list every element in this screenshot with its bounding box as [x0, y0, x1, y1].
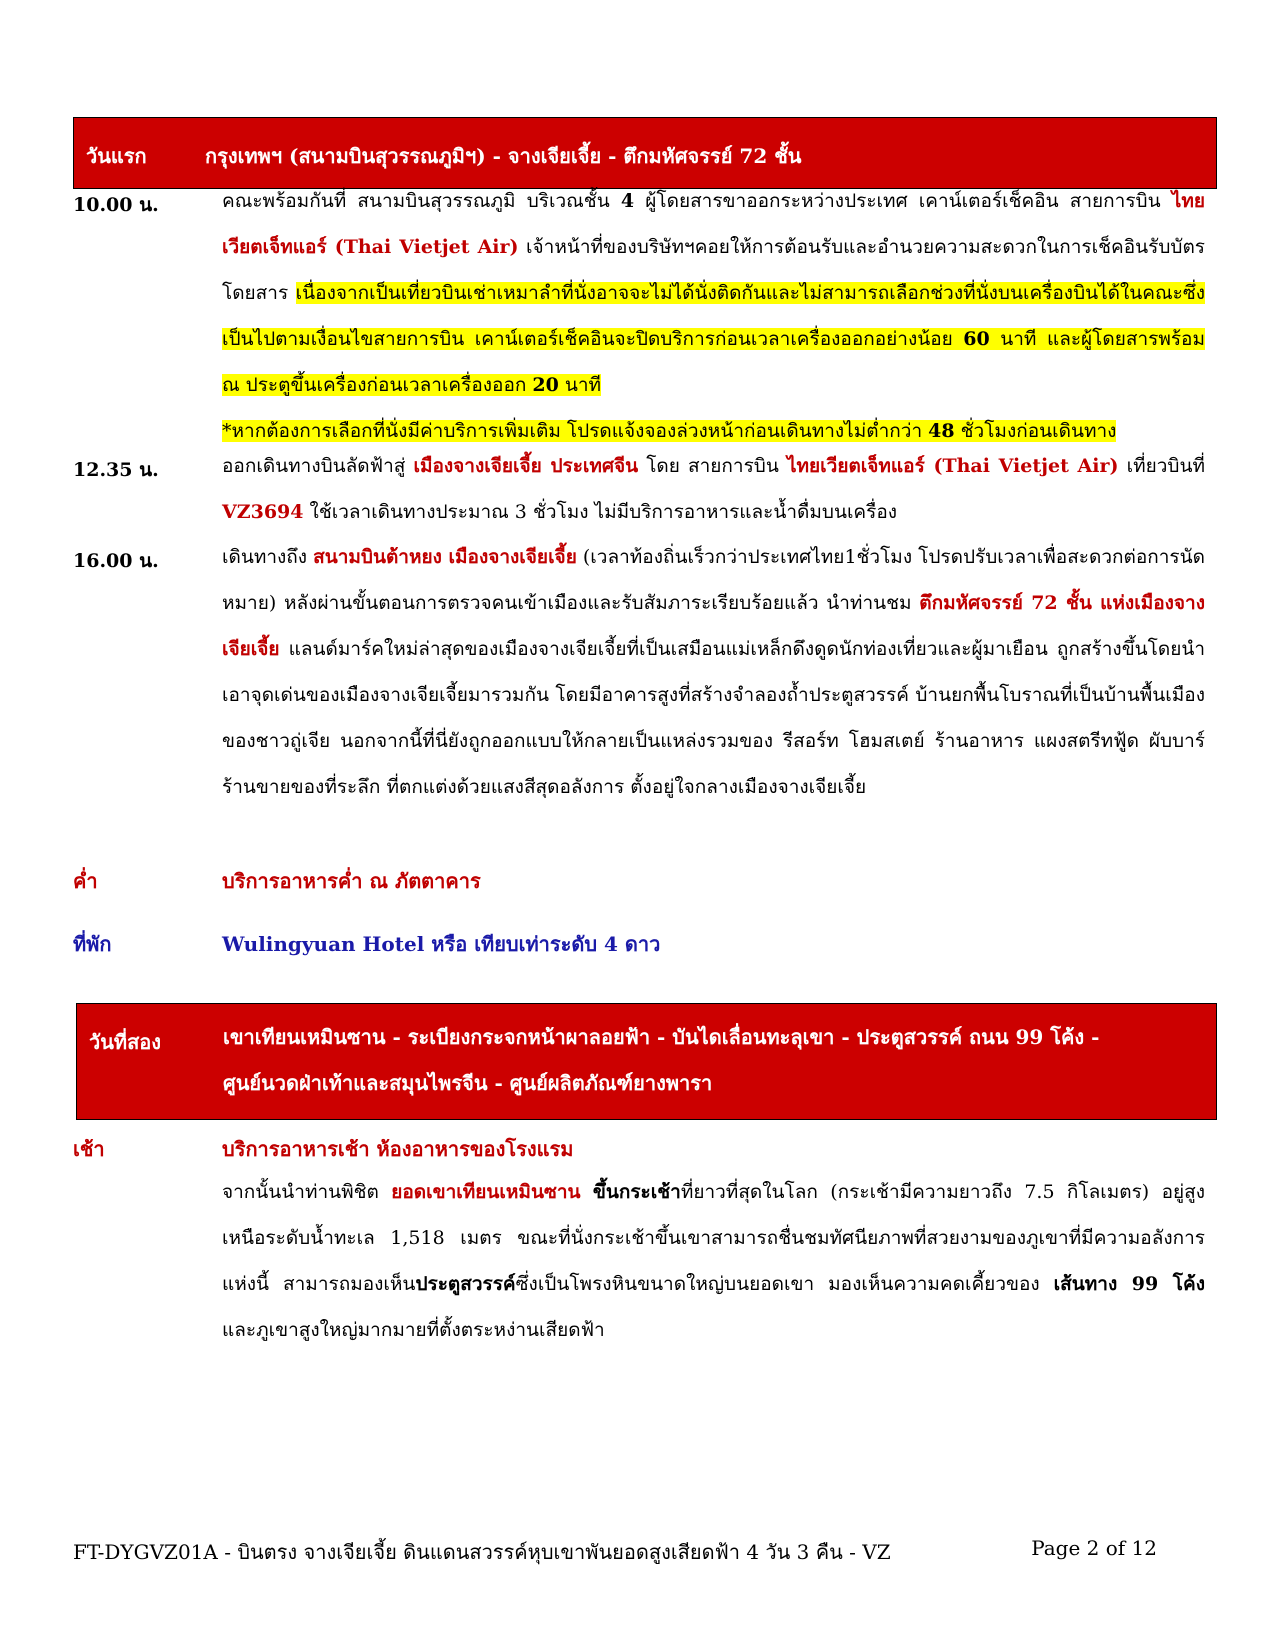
itinerary-item-tianmen	[222, 1169, 1205, 1353]
day2-title-line1: เขาเทียนเหมินซาน - ระเบียงกระจกหน้าผาลอยฟ้า - บันไดเลื่อนทะลุเขา - ประตูสวรรค์ ถนน 99 โค้ง -	[223, 1025, 1100, 1049]
text: ที่ยาวที่สุดในโลก (กระเช้ามีความยาวถึง 7.5 กิโลเมตร) อยู่สูงเหนือระดับน้ำทะเล 1,518 เมตร ขณะที่นั่งกระเช้าขึ้นเขาสามารถชื่นชมทัศนียภาพที่สวยงามของภูเขาที่มีความอลังการแห่งนี้ สามารถมองเห็น	[222, 1181, 1205, 1295]
day2-header	[76, 1003, 1217, 1120]
text: เดินทางถึง	[222, 546, 314, 568]
text: เนื่องจากเป็นเที่ยวบินเช่าเหมาลำที่นั่งอาจจะไม่ได้นั่งติดกันและไม่สามารถเลือกช่วงที่นั่งบนเครื่องบินได้ในคณะซึ่งเป็นไปตามเงื่อนไขสายการบิน เคาน์เตอร์เช็คอินจะปิดบริการก่อนเวลาเครื่องออกอย่างน้อย	[222, 282, 1205, 350]
itinerary-item-1600	[222, 534, 1205, 810]
time-1235: 12.35 น.	[73, 459, 159, 481]
hotel-label: ที่พัก	[73, 932, 112, 956]
seat-notice-highlight	[222, 282, 1205, 396]
day2-title-line2: ศูนย์นวดฝ่าเท้าและสมุนไพรจีน - ศูนย์ผลิตภัณฑ์ยางพารา	[223, 1071, 713, 1095]
airline-name: ไทยเวียตเจ็ทแอร์ (Thai Vietjet Air)	[786, 455, 1119, 477]
footer-program-title: FT-DYGVZ01A - บินตรง จางเจียเจี้ย ดินแดนสวรรค์หุบเขาพันยอดสูงเสียดฟ้า 4 วัน 3 คืน - VZ	[73, 1540, 891, 1564]
text	[581, 1181, 593, 1203]
seat-selection-highlight	[222, 420, 1116, 442]
day1-label: วันแรก	[86, 144, 147, 168]
text: ซึ่งเป็นโพรงหินขนาดใหญ่บนยอดเขา มองเห็นความคดเคี้ยวของ	[515, 1273, 1054, 1295]
time-1600: 16.00 น.	[73, 550, 159, 572]
heaven-gate: ประตูสวรรค์	[415, 1273, 516, 1295]
footer-page-number: Page 2 of 12	[1031, 1536, 1157, 1560]
airline-name: ไทยเวียตเจ็ทแอร์ (Thai Vietjet Air)	[222, 190, 1205, 258]
destination: เมืองจางเจียเจี้ย ประเทศจีน	[413, 455, 639, 477]
attraction-name: ตึกมหัศจรรย์ 72 ชั้น แห่งเมืองจางเจียเจี้ย	[222, 592, 1205, 660]
text: แลนด์มาร์คใหม่ล่าสุดของเมืองจางเจียเจี้ยที่เป็นเสมือนแม่เหล็กดึงดูดนักท่องเที่ยวและผู้มาเยือน ถูกสร้างขึ้นโดยนำเอาจุดเด่นของเมืองจางเจียเจี้ยมารวมกัน โดยมีอาคารสูงที่สร้างจำลองถ้ำประตูสวรรค์ บ้านยกพื้นโบราณที่เป็นบ้านพื้นเมืองของชาวถู่เจีย นอกจากนี้ที่นี่ยังถูกออกแบบให้กลายเป็นแหล่งรวมของ รีสอร์ท โฮมสเตย์ ร้านอาหาร แผงสตรีทฟู้ด ผับบาร์ ร้านขายของที่ระลึก ที่ตกแต่งด้วยแสงสีสุดอลังการ ตั้งอยู่ใจกลางเมืองจางเจียเจี้ย	[222, 638, 1205, 798]
text: ชั่วโมงก่อนเดินทาง	[954, 420, 1117, 442]
day1-title: กรุงเทพฯ (สนามบินสุวรรณภูมิฯ) - จางเจียเจี้ย - ตึกมหัศจรรย์ 72 ชั้น	[205, 144, 802, 168]
text: โดย สายการบิน	[638, 455, 787, 477]
floor-number: 4	[620, 190, 635, 212]
dinner-label: ค่ำ	[73, 869, 98, 893]
text: ผู้โดยสารขาออกระหว่างประเทศ เคาน์เตอร์เช็คอิน สายการบิน	[634, 190, 1172, 212]
text: ออกเดินทางบินลัดฟ้าสู่	[222, 455, 414, 477]
flight-number: VZ3694	[222, 501, 304, 523]
text: นาที	[558, 374, 602, 396]
cable-car: ขึ้นกระเช้า	[592, 1181, 681, 1203]
text: ใช้เวลาเดินทางประมาณ 3 ชั่วโมง ไม่มีบริการอาหารและน้ำดื่มบนเครื่อง	[303, 501, 898, 523]
text: จากนั้นนำท่านพิชิต	[222, 1181, 392, 1203]
checkin-minutes: 60	[963, 328, 990, 350]
breakfast-label: เช้า	[73, 1137, 105, 1161]
text: *หากต้องการเลือกที่นั่งมีค่าบริการเพิ่มเติม โปรดแจ้งจองล่วงหน้าก่อนเดินทางไม่ต่ำกว่า	[222, 420, 929, 442]
time-1000: 10.00 น.	[73, 194, 159, 216]
hotel-text: Wulingyuan Hotel หรือ เทียบเท่าระดับ 4 ดาว	[222, 932, 661, 956]
arrival-airport: สนามบินต้าหยง เมืองจางเจียเจี้ย	[313, 546, 577, 568]
text: (เวลาท้องถิ่นเร็วกว่าประเทศไทย1ชั่วโมง โปรดปรับเวลาเพื่อสะดวกต่อการนัดหมาย) หลังผ่านขั้นตอนการตรวจคนเข้าเมืองและรับสัมภาระเรียบร้อยแล้ว นำท่านชม	[222, 546, 1205, 614]
text: เจ้าหน้าที่ของบริษัทฯคอยให้การต้อนรับและอำนวยความสะดวกในการเช็คอินรับบัตรโดยสาร	[222, 236, 1205, 304]
text: และภูเขาสูงใหญ่มากมายที่ตั้งตระหง่านเสียดฟ้า	[222, 1319, 605, 1341]
advance-hours: 48	[928, 420, 955, 442]
itinerary-item-1235	[222, 443, 1205, 535]
text: เที่ยวบินที่	[1118, 455, 1205, 477]
day2-label: วันที่สอง	[89, 1030, 162, 1054]
dinner-text: บริการอาหารค่ำ ณ ภัตตาคาร	[222, 869, 481, 893]
road-99-bends: เส้นทาง 99 โค้ง	[1053, 1273, 1206, 1295]
text: คณะพร้อมกันที่ สนามบินสุวรรณภูมิ บริเวณชั้น	[222, 190, 621, 212]
mountain-name: ยอดเขาเทียนเหมินซาน	[391, 1181, 581, 1203]
boarding-minutes: 20	[532, 374, 559, 396]
itinerary-item-1000	[222, 178, 1205, 454]
day2-title	[223, 1014, 1099, 1106]
text: นาที และผู้โดยสารพร้อม ณ ประตูขึ้นเครื่องก่อนเวลาเครื่องออก	[222, 328, 1205, 396]
breakfast-text: บริการอาหารเช้า ห้องอาหารของโรงแรม	[222, 1137, 574, 1161]
